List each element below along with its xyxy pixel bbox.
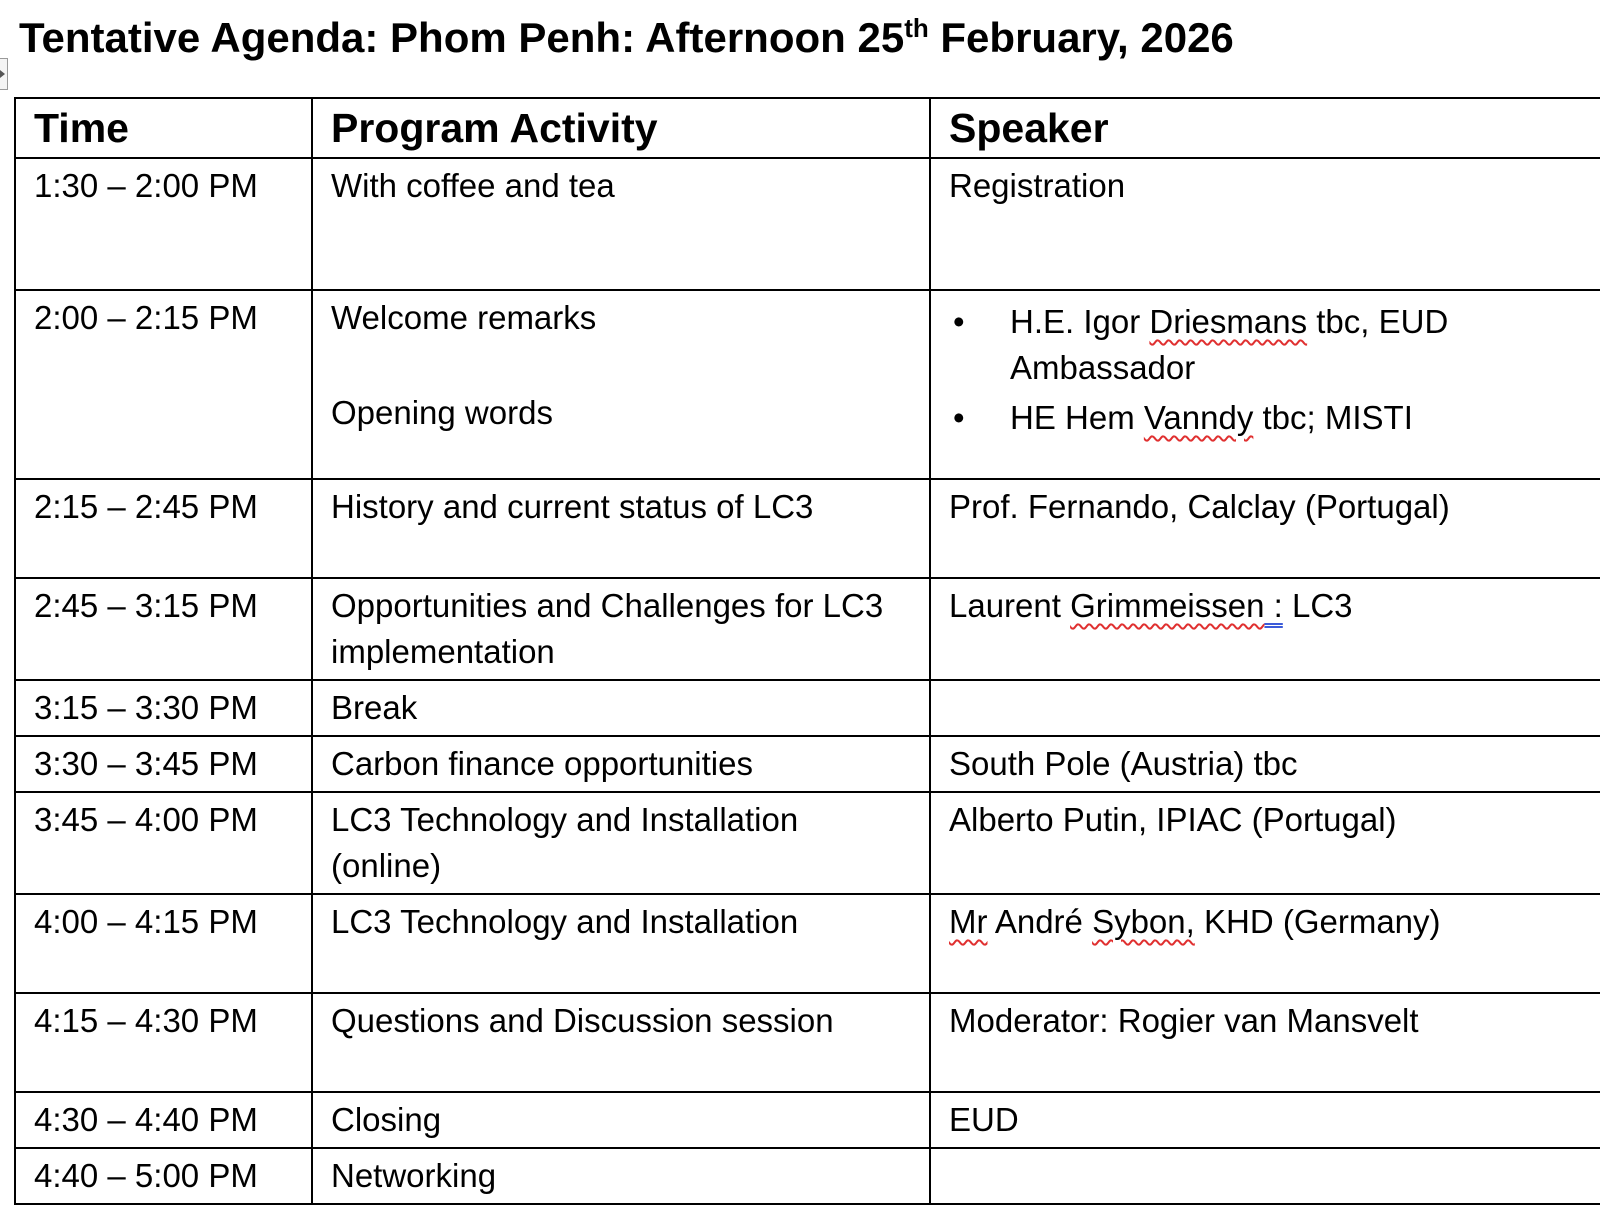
activity-cell: Carbon finance opportunities bbox=[312, 736, 930, 792]
speaker-cell bbox=[930, 578, 1600, 680]
table-row bbox=[15, 479, 1600, 578]
table-row bbox=[15, 290, 1600, 479]
activity-cell: LC3 Technology and Installation bbox=[312, 894, 930, 993]
speaker-text: tbc; MISTI bbox=[1253, 399, 1413, 436]
table-row bbox=[15, 993, 1600, 1092]
speaker-cell bbox=[930, 894, 1600, 993]
speaker-text: H.E. Igor bbox=[1010, 303, 1150, 340]
bullet-icon: • bbox=[953, 303, 965, 340]
speaker-text: Laurent bbox=[949, 587, 1071, 624]
title-ordinal-suffix: th bbox=[904, 13, 929, 43]
speaker-text: KHD (Germany) bbox=[1194, 903, 1441, 940]
speaker-text: LC3 bbox=[1282, 587, 1353, 624]
table-row bbox=[15, 680, 1600, 736]
time-cell: 4:15 – 4:30 PM bbox=[15, 993, 312, 1092]
time-cell: 2:45 – 3:15 PM bbox=[15, 578, 312, 680]
time-cell: 4:30 – 4:40 PM bbox=[15, 1092, 312, 1148]
activity-line: Welcome remarks bbox=[331, 299, 597, 336]
bullet-icon: • bbox=[953, 399, 965, 436]
header-time: Time bbox=[15, 98, 312, 158]
agenda-table bbox=[14, 97, 1600, 1205]
speaker-text: André bbox=[987, 903, 1093, 940]
activity-line: Opening words bbox=[331, 394, 553, 431]
title-text-end: February, 2026 bbox=[928, 14, 1234, 61]
spelling-flag[interactable]: Grimmeissen bbox=[1070, 587, 1265, 624]
speaker-list bbox=[949, 299, 1597, 441]
activity-cell: Opportunities and Challenges for LC3 implementation bbox=[312, 578, 930, 680]
table-row bbox=[15, 578, 1600, 680]
spelling-flag[interactable]: Sybon, bbox=[1092, 903, 1195, 940]
list-item bbox=[949, 395, 1597, 441]
table-row bbox=[15, 792, 1600, 894]
table-move-handle[interactable] bbox=[0, 58, 8, 90]
activity-cell: Networking bbox=[312, 1148, 930, 1204]
agenda-title bbox=[19, 12, 1234, 64]
activity-cell: History and current status of LC3 bbox=[312, 479, 930, 578]
activity-cell: Questions and Discussion session bbox=[312, 993, 930, 1092]
spelling-flag[interactable]: Driesmans bbox=[1149, 303, 1308, 340]
time-cell: 3:30 – 3:45 PM bbox=[15, 736, 312, 792]
speaker-cell: Alberto Putin, IPIAC (Portugal) bbox=[930, 792, 1600, 894]
time-cell: 4:00 – 4:15 PM bbox=[15, 894, 312, 993]
time-cell: 1:30 – 2:00 PM bbox=[15, 158, 312, 290]
speaker-cell: South Pole (Austria) tbc bbox=[930, 736, 1600, 792]
time-cell: 2:00 – 2:15 PM bbox=[15, 290, 312, 479]
list-item bbox=[949, 299, 1597, 391]
speaker-cell: Registration bbox=[930, 158, 1600, 290]
speaker-cell: Moderator: Rogier van Mansvelt bbox=[930, 993, 1600, 1092]
spelling-flag[interactable]: Vanndy bbox=[1143, 399, 1254, 436]
time-cell: 3:45 – 4:00 PM bbox=[15, 792, 312, 894]
activity-cell: LC3 Technology and Installation (online) bbox=[312, 792, 930, 894]
activity-cell: Closing bbox=[312, 1092, 930, 1148]
table-row bbox=[15, 1092, 1600, 1148]
header-speaker: Speaker bbox=[930, 98, 1600, 158]
table-row bbox=[15, 736, 1600, 792]
speaker-cell: EUD bbox=[930, 1092, 1600, 1148]
time-cell: 4:40 – 5:00 PM bbox=[15, 1148, 312, 1204]
activity-cell: Break bbox=[312, 680, 930, 736]
time-cell: 2:15 – 2:45 PM bbox=[15, 479, 312, 578]
title-text: Tentative Agenda: Phom Penh: Afternoon 25 bbox=[19, 14, 905, 61]
table-header-row bbox=[15, 98, 1600, 158]
speaker-cell bbox=[930, 680, 1600, 736]
header-activity: Program Activity bbox=[312, 98, 930, 158]
grammar-flag[interactable]: : bbox=[1264, 587, 1283, 624]
table-row bbox=[15, 1148, 1600, 1204]
speaker-text: HE Hem bbox=[1010, 399, 1144, 436]
speaker-text: tbc, EUD Ambassador bbox=[1010, 303, 1449, 386]
speaker-cell bbox=[930, 290, 1600, 479]
activity-cell: With coffee and tea bbox=[312, 158, 930, 290]
time-cell: 3:15 – 3:30 PM bbox=[15, 680, 312, 736]
table-row bbox=[15, 158, 1600, 290]
speaker-cell: Prof. Fernando, Calclay (Portugal) bbox=[930, 479, 1600, 578]
spelling-flag[interactable]: Mr bbox=[949, 903, 988, 940]
activity-cell bbox=[312, 290, 930, 479]
table-row bbox=[15, 894, 1600, 993]
speaker-cell bbox=[930, 1148, 1600, 1204]
